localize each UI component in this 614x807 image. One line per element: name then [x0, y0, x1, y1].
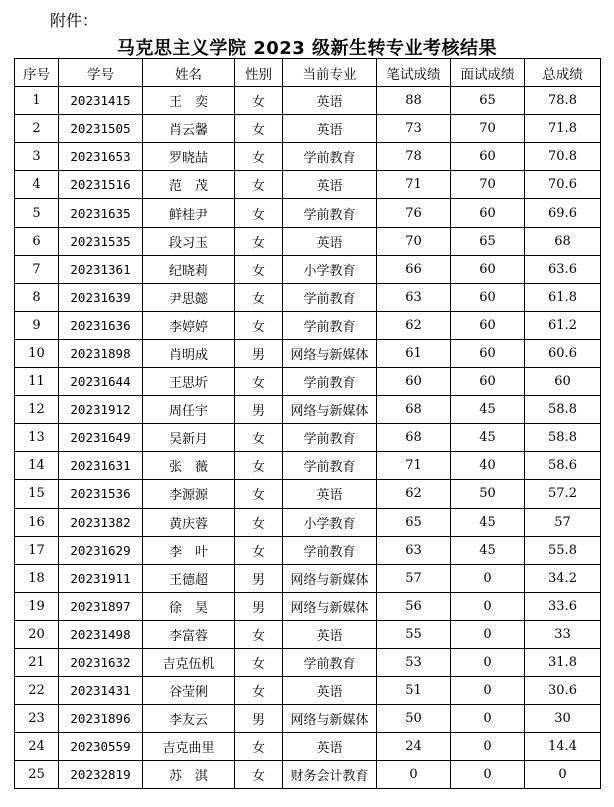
- cell-name: 谷莹俐: [143, 677, 235, 705]
- cell-student-id: 20231535: [59, 227, 143, 255]
- cell-current-major: 学前教育: [283, 143, 377, 171]
- cell-current-major: 网络与新媒体: [283, 339, 377, 367]
- document-title: 马克思主义学院 2023 级新生转专业考核结果: [116, 38, 498, 59]
- cell-total-score: 33.6: [525, 592, 601, 620]
- table-row: [15, 255, 601, 283]
- cell-gender: 男: [235, 339, 283, 367]
- table-row: [15, 424, 601, 452]
- cell-current-major: 英语: [283, 480, 377, 508]
- cell-student-id: 20231898: [59, 339, 143, 367]
- cell-index: 4: [15, 171, 59, 199]
- cell-written-score: 0: [377, 761, 451, 789]
- cell-name: 李 叶: [143, 536, 235, 564]
- cell-gender: 女: [235, 452, 283, 480]
- cell-total-score: 78.8: [525, 87, 601, 115]
- cell-interview-score: 0: [451, 733, 525, 761]
- cell-student-id: 20231644: [59, 368, 143, 396]
- cell-current-major: 小学教育: [283, 255, 377, 283]
- cell-written-score: 56: [377, 592, 451, 620]
- cell-total-score: 70.8: [525, 143, 601, 171]
- cell-index: 6: [15, 227, 59, 255]
- cell-index: 24: [15, 733, 59, 761]
- cell-total-score: 68: [525, 227, 601, 255]
- cell-total-score: 0: [525, 761, 601, 789]
- results-table: [14, 58, 601, 789]
- cell-written-score: 24: [377, 733, 451, 761]
- cell-index: 3: [15, 143, 59, 171]
- cell-gender: 女: [235, 677, 283, 705]
- cell-gender: 女: [235, 620, 283, 648]
- cell-name: 吉克伍机: [143, 648, 235, 676]
- cell-gender: 女: [235, 536, 283, 564]
- cell-name: 肖明成: [143, 339, 235, 367]
- cell-name: 吉克曲里: [143, 733, 235, 761]
- cell-interview-score: 0: [451, 564, 525, 592]
- cell-current-major: 财务会计教育: [283, 761, 377, 789]
- cell-index: 15: [15, 480, 59, 508]
- cell-name: 鲜桂尹: [143, 199, 235, 227]
- cell-student-id: 20231911: [59, 564, 143, 592]
- cell-student-id: 20231649: [59, 424, 143, 452]
- cell-total-score: 69.6: [525, 199, 601, 227]
- cell-index: 8: [15, 283, 59, 311]
- cell-total-score: 61.2: [525, 311, 601, 339]
- cell-current-major: 学前教育: [283, 452, 377, 480]
- cell-gender: 女: [235, 283, 283, 311]
- cell-total-score: 60.6: [525, 339, 601, 367]
- cell-written-score: 57: [377, 564, 451, 592]
- cell-interview-score: 65: [451, 227, 525, 255]
- cell-gender: 女: [235, 648, 283, 676]
- cell-gender: 女: [235, 368, 283, 396]
- cell-total-score: 60: [525, 368, 601, 396]
- cell-name: 张 薇: [143, 452, 235, 480]
- cell-index: 1: [15, 87, 59, 115]
- cell-index: 2: [15, 115, 59, 143]
- cell-written-score: 63: [377, 283, 451, 311]
- cell-written-score: 88: [377, 87, 451, 115]
- cell-student-id: 20231639: [59, 283, 143, 311]
- cell-written-score: 61: [377, 339, 451, 367]
- header-name: 姓名: [143, 59, 235, 87]
- table-row: [15, 339, 601, 367]
- cell-name: 周任宇: [143, 396, 235, 424]
- cell-student-id: 20232819: [59, 761, 143, 789]
- cell-student-id: 20231629: [59, 536, 143, 564]
- table-row: [15, 283, 601, 311]
- cell-student-id: 20231912: [59, 396, 143, 424]
- cell-gender: 女: [235, 255, 283, 283]
- cell-written-score: 71: [377, 171, 451, 199]
- cell-written-score: 53: [377, 648, 451, 676]
- table-row: [15, 368, 601, 396]
- table-row: [15, 761, 601, 789]
- cell-index: 25: [15, 761, 59, 789]
- header-index: 序号: [15, 59, 59, 87]
- header-current-major: 当前专业: [283, 59, 377, 87]
- cell-student-id: 20231536: [59, 480, 143, 508]
- table-row: [15, 733, 601, 761]
- cell-written-score: 55: [377, 620, 451, 648]
- cell-interview-score: 60: [451, 199, 525, 227]
- cell-gender: 女: [235, 480, 283, 508]
- cell-written-score: 60: [377, 368, 451, 396]
- cell-current-major: 网络与新媒体: [283, 705, 377, 733]
- cell-student-id: 20231896: [59, 705, 143, 733]
- cell-name: 李婷婷: [143, 311, 235, 339]
- cell-interview-score: 45: [451, 424, 525, 452]
- cell-current-major: 英语: [283, 87, 377, 115]
- cell-gender: 男: [235, 564, 283, 592]
- cell-gender: 女: [235, 143, 283, 171]
- header-total-score: 总成绩: [525, 59, 601, 87]
- table-row: [15, 508, 601, 536]
- header-gender: 性别: [235, 59, 283, 87]
- cell-name: 肖云馨: [143, 115, 235, 143]
- cell-gender: 女: [235, 311, 283, 339]
- cell-gender: 女: [235, 508, 283, 536]
- cell-index: 21: [15, 648, 59, 676]
- cell-interview-score: 70: [451, 171, 525, 199]
- cell-name: 段习玉: [143, 227, 235, 255]
- cell-name: 纪晓莉: [143, 255, 235, 283]
- cell-total-score: 14.4: [525, 733, 601, 761]
- cell-index: 19: [15, 592, 59, 620]
- cell-total-score: 58.8: [525, 396, 601, 424]
- cell-written-score: 62: [377, 311, 451, 339]
- table-row: [15, 620, 601, 648]
- table-row: [15, 452, 601, 480]
- table-row: [15, 143, 601, 171]
- cell-current-major: 英语: [283, 677, 377, 705]
- cell-student-id: 20231498: [59, 620, 143, 648]
- cell-gender: 女: [235, 761, 283, 789]
- cell-name: 罗晓喆: [143, 143, 235, 171]
- cell-index: 11: [15, 368, 59, 396]
- cell-gender: 女: [235, 227, 283, 255]
- cell-current-major: 英语: [283, 733, 377, 761]
- cell-name: 黄庆蓉: [143, 508, 235, 536]
- table-row: [15, 592, 601, 620]
- cell-interview-score: 40: [451, 452, 525, 480]
- cell-index: 7: [15, 255, 59, 283]
- cell-name: 范 茂: [143, 171, 235, 199]
- cell-current-major: 英语: [283, 620, 377, 648]
- cell-interview-score: 60: [451, 368, 525, 396]
- cell-index: 9: [15, 311, 59, 339]
- cell-total-score: 61.8: [525, 283, 601, 311]
- cell-interview-score: 0: [451, 592, 525, 620]
- cell-interview-score: 70: [451, 115, 525, 143]
- cell-name: 吴新月: [143, 424, 235, 452]
- cell-index: 16: [15, 508, 59, 536]
- cell-written-score: 73: [377, 115, 451, 143]
- cell-gender: 女: [235, 87, 283, 115]
- cell-gender: 男: [235, 705, 283, 733]
- table-body: [15, 87, 601, 789]
- cell-current-major: 网络与新媒体: [283, 592, 377, 620]
- cell-written-score: 68: [377, 396, 451, 424]
- cell-gender: 女: [235, 115, 283, 143]
- cell-name: 李友云: [143, 705, 235, 733]
- table-row: [15, 705, 601, 733]
- cell-written-score: 70: [377, 227, 451, 255]
- cell-index: 10: [15, 339, 59, 367]
- cell-written-score: 50: [377, 705, 451, 733]
- cell-total-score: 30: [525, 705, 601, 733]
- cell-current-major: 网络与新媒体: [283, 564, 377, 592]
- cell-gender: 男: [235, 396, 283, 424]
- cell-written-score: 76: [377, 199, 451, 227]
- cell-index: 22: [15, 677, 59, 705]
- table-row: [15, 677, 601, 705]
- cell-index: 12: [15, 396, 59, 424]
- cell-index: 13: [15, 424, 59, 452]
- cell-total-score: 33: [525, 620, 601, 648]
- cell-current-major: 学前教育: [283, 424, 377, 452]
- cell-interview-score: 45: [451, 536, 525, 564]
- cell-name: 徐 昊: [143, 592, 235, 620]
- cell-total-score: 30.6: [525, 677, 601, 705]
- cell-gender: 女: [235, 424, 283, 452]
- cell-written-score: 68: [377, 424, 451, 452]
- cell-written-score: 71: [377, 452, 451, 480]
- table-row: [15, 115, 601, 143]
- cell-written-score: 65: [377, 508, 451, 536]
- cell-interview-score: 45: [451, 396, 525, 424]
- cell-name: 王思圻: [143, 368, 235, 396]
- table-row: [15, 227, 601, 255]
- cell-index: 17: [15, 536, 59, 564]
- cell-index: 23: [15, 705, 59, 733]
- cell-index: 18: [15, 564, 59, 592]
- cell-student-id: 20230559: [59, 733, 143, 761]
- cell-student-id: 20231382: [59, 508, 143, 536]
- cell-name: 苏 淇: [143, 761, 235, 789]
- cell-total-score: 58.6: [525, 452, 601, 480]
- cell-current-major: 学前教育: [283, 199, 377, 227]
- cell-interview-score: 60: [451, 143, 525, 171]
- table-row: [15, 536, 601, 564]
- cell-student-id: 20231431: [59, 677, 143, 705]
- cell-interview-score: 65: [451, 87, 525, 115]
- cell-name: 王 奕: [143, 87, 235, 115]
- table-header-row: [15, 59, 601, 87]
- cell-current-major: 学前教育: [283, 648, 377, 676]
- header-written-score: 笔试成绩: [377, 59, 451, 87]
- cell-student-id: 20231636: [59, 311, 143, 339]
- cell-interview-score: 45: [451, 508, 525, 536]
- header-interview-score: 面试成绩: [451, 59, 525, 87]
- cell-written-score: 51: [377, 677, 451, 705]
- table-row: [15, 480, 601, 508]
- table-row: [15, 648, 601, 676]
- cell-name: 李富蓉: [143, 620, 235, 648]
- cell-current-major: 小学教育: [283, 508, 377, 536]
- cell-current-major: 学前教育: [283, 368, 377, 396]
- cell-written-score: 66: [377, 255, 451, 283]
- table-row: [15, 199, 601, 227]
- cell-interview-score: 0: [451, 620, 525, 648]
- cell-student-id: 20231631: [59, 452, 143, 480]
- cell-name: 王德超: [143, 564, 235, 592]
- cell-written-score: 78: [377, 143, 451, 171]
- cell-student-id: 20231653: [59, 143, 143, 171]
- table-row: [15, 396, 601, 424]
- cell-student-id: 20231505: [59, 115, 143, 143]
- cell-total-score: 57.2: [525, 480, 601, 508]
- cell-total-score: 34.2: [525, 564, 601, 592]
- table-row: [15, 564, 601, 592]
- header-student-id: 学号: [59, 59, 143, 87]
- cell-interview-score: 60: [451, 255, 525, 283]
- cell-student-id: 20231635: [59, 199, 143, 227]
- cell-current-major: 学前教育: [283, 536, 377, 564]
- cell-student-id: 20231516: [59, 171, 143, 199]
- cell-current-major: 学前教育: [283, 311, 377, 339]
- cell-total-score: 71.8: [525, 115, 601, 143]
- cell-current-major: 学前教育: [283, 283, 377, 311]
- cell-total-score: 57: [525, 508, 601, 536]
- cell-total-score: 55.8: [525, 536, 601, 564]
- table-row: [15, 311, 601, 339]
- cell-gender: 女: [235, 171, 283, 199]
- table-row: [15, 171, 601, 199]
- cell-current-major: 英语: [283, 227, 377, 255]
- cell-name: 尹思懿: [143, 283, 235, 311]
- cell-interview-score: 60: [451, 283, 525, 311]
- cell-gender: 女: [235, 733, 283, 761]
- cell-total-score: 58.8: [525, 424, 601, 452]
- cell-student-id: 20231632: [59, 648, 143, 676]
- cell-written-score: 62: [377, 480, 451, 508]
- cell-interview-score: 0: [451, 761, 525, 789]
- cell-interview-score: 0: [451, 648, 525, 676]
- cell-index: 20: [15, 620, 59, 648]
- table-row: [15, 87, 601, 115]
- attachment-label: 附件：: [50, 11, 99, 30]
- cell-total-score: 70.6: [525, 171, 601, 199]
- cell-total-score: 63.6: [525, 255, 601, 283]
- cell-total-score: 31.8: [525, 648, 601, 676]
- cell-gender: 男: [235, 592, 283, 620]
- cell-index: 14: [15, 452, 59, 480]
- cell-name: 李源源: [143, 480, 235, 508]
- cell-interview-score: 50: [451, 480, 525, 508]
- cell-written-score: 63: [377, 536, 451, 564]
- cell-interview-score: 0: [451, 677, 525, 705]
- cell-student-id: 20231361: [59, 255, 143, 283]
- cell-gender: 女: [235, 199, 283, 227]
- cell-student-id: 20231897: [59, 592, 143, 620]
- cell-student-id: 20231415: [59, 87, 143, 115]
- cell-interview-score: 60: [451, 339, 525, 367]
- cell-interview-score: 60: [451, 311, 525, 339]
- cell-interview-score: 0: [451, 705, 525, 733]
- cell-current-major: 英语: [283, 115, 377, 143]
- cell-index: 5: [15, 199, 59, 227]
- cell-current-major: 网络与新媒体: [283, 396, 377, 424]
- cell-current-major: 英语: [283, 171, 377, 199]
